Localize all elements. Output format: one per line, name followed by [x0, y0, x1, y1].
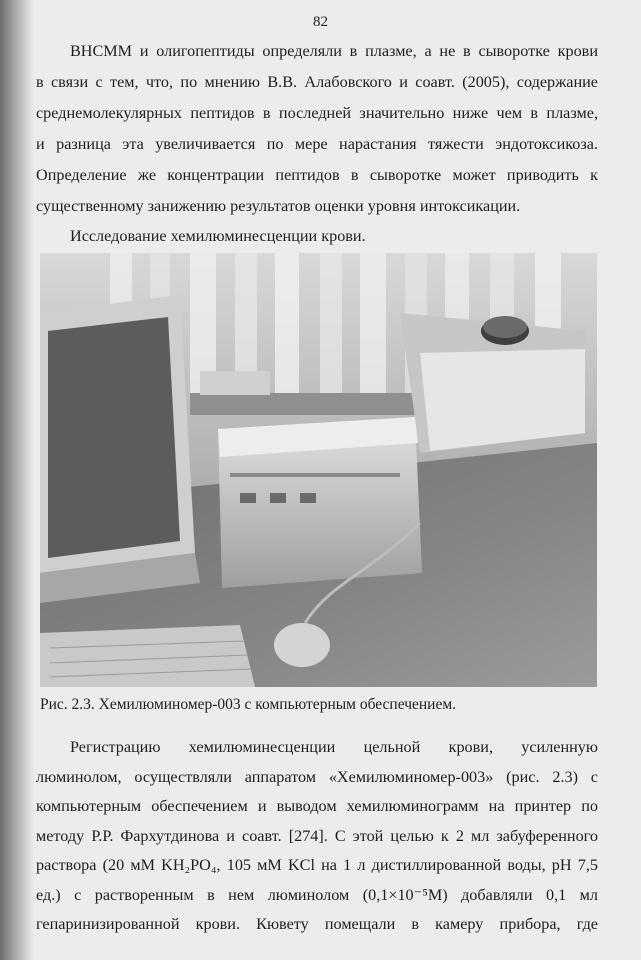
page-number: 82: [313, 14, 328, 30]
text-line: компьютерным обеспечением и выводом хемилюминограмм на принтер по: [36, 797, 598, 815]
text-line: в связи с тем, что, по мнению В.В. Алабовского и соавт. (2005), содержание: [36, 73, 598, 91]
paragraph-3: [36, 733, 598, 940]
computer-mouse: [274, 623, 330, 667]
text-line: и разница эта увеличивается по мере нарастания тяжести эндотоксикоза.: [36, 135, 598, 153]
paragraph-2: [36, 221, 598, 252]
text-line: ВНСММ и олигопептиды определяли в плазме, а не в сыворотке крови: [70, 42, 598, 60]
monitor: [40, 295, 200, 603]
text-line: раствора (20 мМ KH₂PO₄, 105 мМ KCl на 1 л дистиллированной воды, pH 7,5: [36, 856, 598, 874]
paragraph-1: [36, 36, 598, 222]
text-line: Регистрацию хемилюминесценции цельной крови, усиленную: [70, 738, 598, 756]
detector-chamber: [400, 313, 585, 453]
text-line: ед.) с растворенным в нем люминолом (0,1×10⁻⁵М) добавляли 0,1 мл: [36, 885, 598, 904]
text-line: Определение же концентрации пептидов в сыворотке может приводить к: [36, 166, 598, 184]
text-line: гепаринизированной крови. Кювету помещали в камеру прибора, где: [36, 915, 598, 933]
text-line: методу Р.Р. Фархутдинова и соавт. [274]. С этой целью к 2 мл забуференного: [36, 826, 598, 845]
text-line: среднемолекулярных пептидов в последней значительно ниже чем в плазме,: [36, 104, 598, 122]
text-line: люминолом, осуществляли аппаратом «Хемилюминомер-003» (рис. 2.3) с: [36, 767, 598, 786]
text-line: существенному занижению результатов оценки уровня интоксикации.: [36, 197, 521, 215]
figure-caption: Рис. 2.3. Хемилюминомер-003 с компьютерным обеспечением.: [40, 696, 457, 713]
text-line: Исследование хемилюминесценции крови.: [70, 227, 366, 245]
photo-illustration: [40, 253, 597, 687]
page-edge-shadow: [0, 0, 34, 960]
figure-photo-chemiluminometer: [40, 253, 597, 687]
chemiluminometer-device: [218, 417, 422, 588]
